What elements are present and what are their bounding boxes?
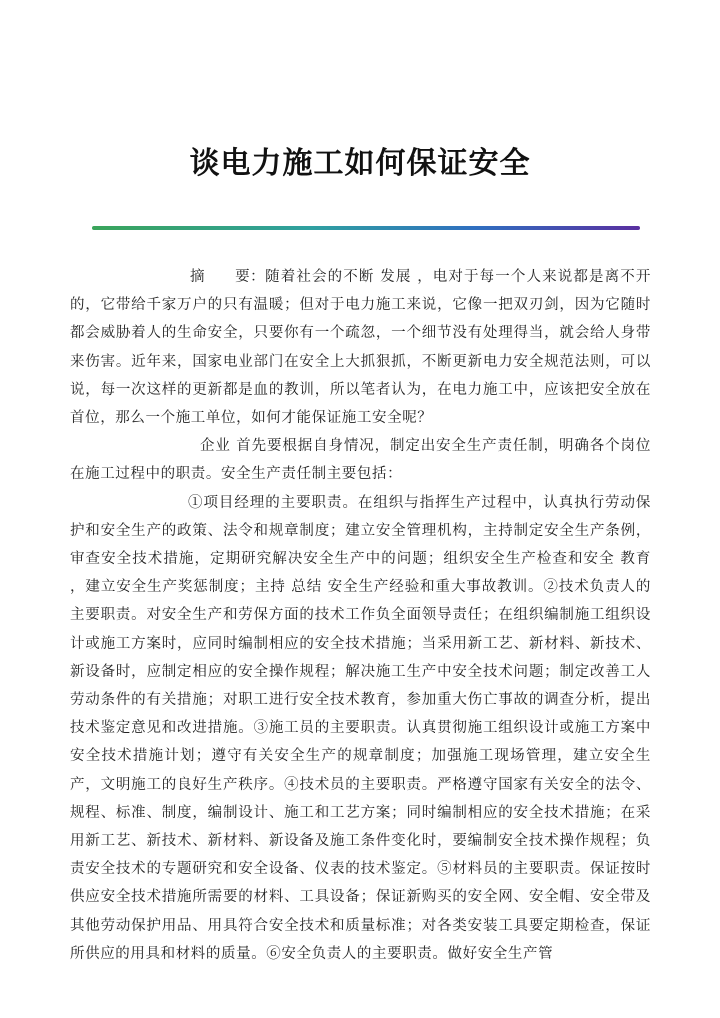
abstract-text: 随着社会的不断 发展 ，电对于每一个人来说都是离不开的，它带给千家万户的只有温暖；但对于电力施工来说，它像一把双刃剑，因为它随时都会威胁着人的生命安全，只要你有一个疏忽，一个细节没有处理得当，就会给人身带来伤害。近年来，国家电业部门在安全上大抓狠抓，不断更新电力安全规范法则，可以说，每一次这样的更新都是血的教训，所以笔者认为，在电力施工中，应该把安全放在首位，那么一个施工单位，如何才能保证施工安全呢？: [70, 269, 652, 427]
document-title: 谈电力施工如何保证安全: [189, 146, 531, 181]
body-paragraph-responsibility-system: 企业 首先要根据自身情况，制定出安全生产责任制，明确各个岗位在施工过程中的职责。安全生产责任制主要包括：: [70, 438, 651, 483]
body-paragraph-duties: ①项目经理的主要职责。在组织与指挥生产过程中，认真执行劳动保护和安全生产的政策、法令和规章制度；建立安全管理机构，主持制定安全生产条例，审查安全技术措施，定期研究解决安全生产中的问题；组织安全生产检查和安全 教育 ，建立安全生产奖惩制度；主持 总结 安全生产经验和重大事故教训。②技术负责人的主要职责。对安全生产和劳保方面的技术工作负全面领导责任；在组织编制施工组织设计或施工方案时，应同时编制相应的安全技术措施；当采用新工艺、新材料、新技术、新设备时，应制定相应的安全操作规程；解决施工生产中安全技术问题；制定改善工人劳动条件的有关措施；对职工进行安全技术教育，参加重大伤亡事故的调查分析，提出技术鉴定意见和改进措施。③施工员的主要职责。认真贯彻施工组织设计或施工方案中安全技术措施计划；遵守有关安全生产的规章制度；加强施工现场管理，建立安全生产，文明施工的良好生产秩序。④技术员的主要职责。严格遵守国家有关安全的法令、规程、标准、制度，编制设计、施工和工艺方案；同时编制相应的安全技术措施；在采用新工艺、新技术、新材料、新设备及施工条件变化时，要编制安全技术操作规程；负责安全技术的专题研究和安全设备、仪表的技术鉴定。⑤材料员的主要职责。保证按时供应安全技术措施所需要的材料、工具设备；保证新购买的安全网、安全帽、安全带及其他劳动保护用品、用具符合安全技术和质量标准；对各类安装工具要定期检查，保证所供应的用具和材料的质量。⑥安全负责人的主要职责。做好安全生产管: [70, 494, 651, 962]
abstract-label: 摘 要：: [190, 269, 266, 285]
title-divider: [92, 226, 640, 230]
document-body: [70, 263, 651, 968]
abstract-paragraph: [70, 263, 651, 432]
